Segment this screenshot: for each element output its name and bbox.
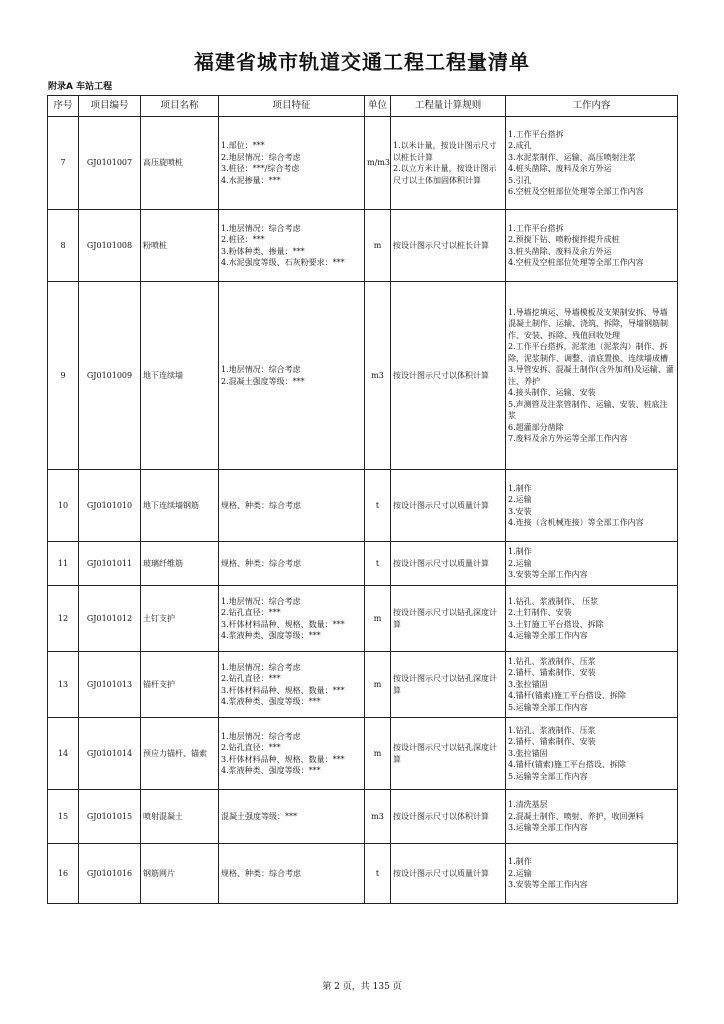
item-name: 地下连续墙钢筋 [141, 470, 219, 542]
row-number: 15 [48, 790, 79, 844]
item-features: 1.地层情况：综合考虑 2.钻孔直径：*** 3.杆体材料品种、规格、数量：*** 4.浆液种类、强度等级：*** [219, 718, 365, 790]
item-features: 1.部位：*** 2.地层情况：综合考虑 3.桩径：***/综合考虑 4.水泥掺量：*** [219, 117, 365, 210]
item-unit: m [365, 210, 391, 282]
row-number: 11 [48, 542, 79, 586]
measurement-rule: 按设计图示尺寸以钻孔深度计算 [391, 652, 506, 718]
table-row [48, 844, 678, 904]
row-number: 7 [48, 117, 79, 210]
table-header-row [48, 96, 678, 117]
work-content: 1.导墙挖填运、导墙模板及支架制安拆、导墙混凝土制作、运输、浇筑、拆除，导墙钢筋制作、安装、拆除、残值回收处理 2.工作平台搭拆，泥浆池（泥浆沟）制作、拆除，泥浆制作、调整、清底置换、连续墙成槽 3.导管安拆、混凝土制作(含外加剂)及运输、灌注、养护 4.接头制作、运输、安装 5.声测管及注浆管制作、运输、安装、桩底注浆 6.超灌部分凿除 7.废料及余方外运等全部工作内容 [506, 282, 678, 470]
item-name: 钢筋网片 [141, 844, 219, 904]
item-code: GJ0101008 [79, 210, 141, 282]
item-name: 玻璃纤维筋 [141, 542, 219, 586]
item-unit: m [365, 586, 391, 652]
item-features: 1.地层情况：综合考虑 2.钻孔直径：*** 3.杆体材料品种、规格、数量：*** 4.浆液种类、强度等级：*** [219, 652, 365, 718]
table-row [48, 790, 678, 844]
header-code: 项目编号 [79, 96, 141, 117]
table-row [48, 470, 678, 542]
item-unit: m [365, 652, 391, 718]
row-number: 14 [48, 718, 79, 790]
row-number: 16 [48, 844, 79, 904]
table-row [48, 117, 678, 210]
row-number: 9 [48, 282, 79, 470]
work-content: 1.工作平台搭拆 2.成孔 3.水泥浆制作、运输、高压喷射注浆 4.桩头凿除、废料及余方外运 5.引孔 6.空桩及空桩部位处理等全部工作内容 [506, 117, 678, 210]
table-row [48, 718, 678, 790]
work-content: 1.制作 2.运输 3.安装 4.连接（含机械连接）等全部工作内容 [506, 470, 678, 542]
row-number: 12 [48, 586, 79, 652]
item-features: 1.地层情况：综合考虑 2.钻孔直径：*** 3.杆体材料品种、规格、数量：*** 4.浆液种类、强度等级：*** [219, 586, 365, 652]
item-features: 1.地层情况：综合考虑 2.混凝土强度等级：*** [219, 282, 365, 470]
item-code: GJ0101012 [79, 586, 141, 652]
item-name: 土钉支护 [141, 586, 219, 652]
header-work: 工作内容 [506, 96, 678, 117]
work-content: 1.制作 2.运输 3.安装等全部工作内容 [506, 542, 678, 586]
item-unit: m3 [365, 282, 391, 470]
row-number: 13 [48, 652, 79, 718]
row-number: 10 [48, 470, 79, 542]
header-rule: 工程量计算规则 [391, 96, 506, 117]
item-name: 喷射混凝土 [141, 790, 219, 844]
item-unit: m [365, 718, 391, 790]
item-code: GJ0101007 [79, 117, 141, 210]
measurement-rule: 1.以米计量，按设计图示尺寸以桩长计算 2.以立方米计量，按设计图示尺寸以土体加固体积计算 [391, 117, 506, 210]
item-name: 地下连续墙 [141, 282, 219, 470]
work-content: 1.钻孔、浆液制作、压浆 2.锚杆、锚索制作、安装 3.张拉锚固 4.锚杆(锚索)施工平台搭设、拆除 5.运输等全部工作内容 [506, 718, 678, 790]
item-name: 预应力锚杆、锚索 [141, 718, 219, 790]
row-number: 8 [48, 210, 79, 282]
item-code: GJ0101014 [79, 718, 141, 790]
item-name: 锚杆支护 [141, 652, 219, 718]
measurement-rule: 按设计图示尺寸以质量计算 [391, 844, 506, 904]
measurement-rule: 按设计图示尺寸以质量计算 [391, 542, 506, 586]
header-name: 项目名称 [141, 96, 219, 117]
page-footer: 第 2 页，共 135 页 [322, 982, 402, 992]
item-unit: t [365, 844, 391, 904]
item-unit: t [365, 542, 391, 586]
item-name: 高压旋喷桩 [141, 117, 219, 210]
page-title: 福建省城市轨道交通工程工程量清单 [194, 50, 530, 74]
bill-of-quantities-table [47, 95, 678, 904]
table-row [48, 652, 678, 718]
work-content: 1.制作 2.运输 3.安装等全部工作内容 [506, 844, 678, 904]
measurement-rule: 按设计图示尺寸以体积计算 [391, 282, 506, 470]
appendix-subtitle: 附录A 车站工程 [48, 82, 113, 92]
table-row [48, 210, 678, 282]
item-code: GJ0101010 [79, 470, 141, 542]
item-code: GJ0101015 [79, 790, 141, 844]
item-code: GJ0101011 [79, 542, 141, 586]
item-code: GJ0101016 [79, 844, 141, 904]
measurement-rule: 按设计图示尺寸以钻孔深度计算 [391, 718, 506, 790]
item-features: 混凝土强度等级：*** [219, 790, 365, 844]
item-code: GJ0101009 [79, 282, 141, 470]
item-unit: m/m3 [365, 117, 391, 210]
item-features: 1.地层情况：综合考虑 2.桩径：*** 3.粉体种类、掺量：*** 4.水泥强度等级、石灰粉要求：*** [219, 210, 365, 282]
measurement-rule: 按设计图示尺寸以质量计算 [391, 470, 506, 542]
work-content: 1.钻孔、浆液制作、压浆 2.锚杆、锚索制作、安装 3.张拉锚固 4.锚杆(锚索)施工平台搭设、拆除 5.运输等全部工作内容 [506, 652, 678, 718]
measurement-rule: 按设计图示尺寸以体积计算 [391, 790, 506, 844]
table-row [48, 542, 678, 586]
item-unit: m3 [365, 790, 391, 844]
item-unit: t [365, 470, 391, 542]
item-name: 粉喷桩 [141, 210, 219, 282]
header-features: 项目特征 [219, 96, 365, 117]
work-content: 1.清洗基层 2.混凝土制作、喷射、养护，收回弹料 3.运输等全部工作内容 [506, 790, 678, 844]
measurement-rule: 按设计图示尺寸以桩长计算 [391, 210, 506, 282]
item-features: 规格、种类：综合考虑 [219, 844, 365, 904]
header-no: 序号 [48, 96, 79, 117]
item-code: GJ0101013 [79, 652, 141, 718]
work-content: 1.工作平台搭拆 2.预搅下钻、喷粉搅拌提升成桩 3.桩头凿除、废料及余方外运 4.空桩及空桩部位处理等全部工作内容 [506, 210, 678, 282]
work-content: 1.钻孔、浆液制作、 压浆 2.土钉制作、安装 3.土钉施工平台搭设、拆除 4.运输等全部工作内容 [506, 586, 678, 652]
item-features: 规格、种类：综合考虑 [219, 470, 365, 542]
header-unit: 单位 [365, 96, 391, 117]
table-row [48, 586, 678, 652]
table-row [48, 282, 678, 470]
item-features: 规格、种类：综合考虑 [219, 542, 365, 586]
measurement-rule: 按设计图示尺寸以钻孔深度计算 [391, 586, 506, 652]
